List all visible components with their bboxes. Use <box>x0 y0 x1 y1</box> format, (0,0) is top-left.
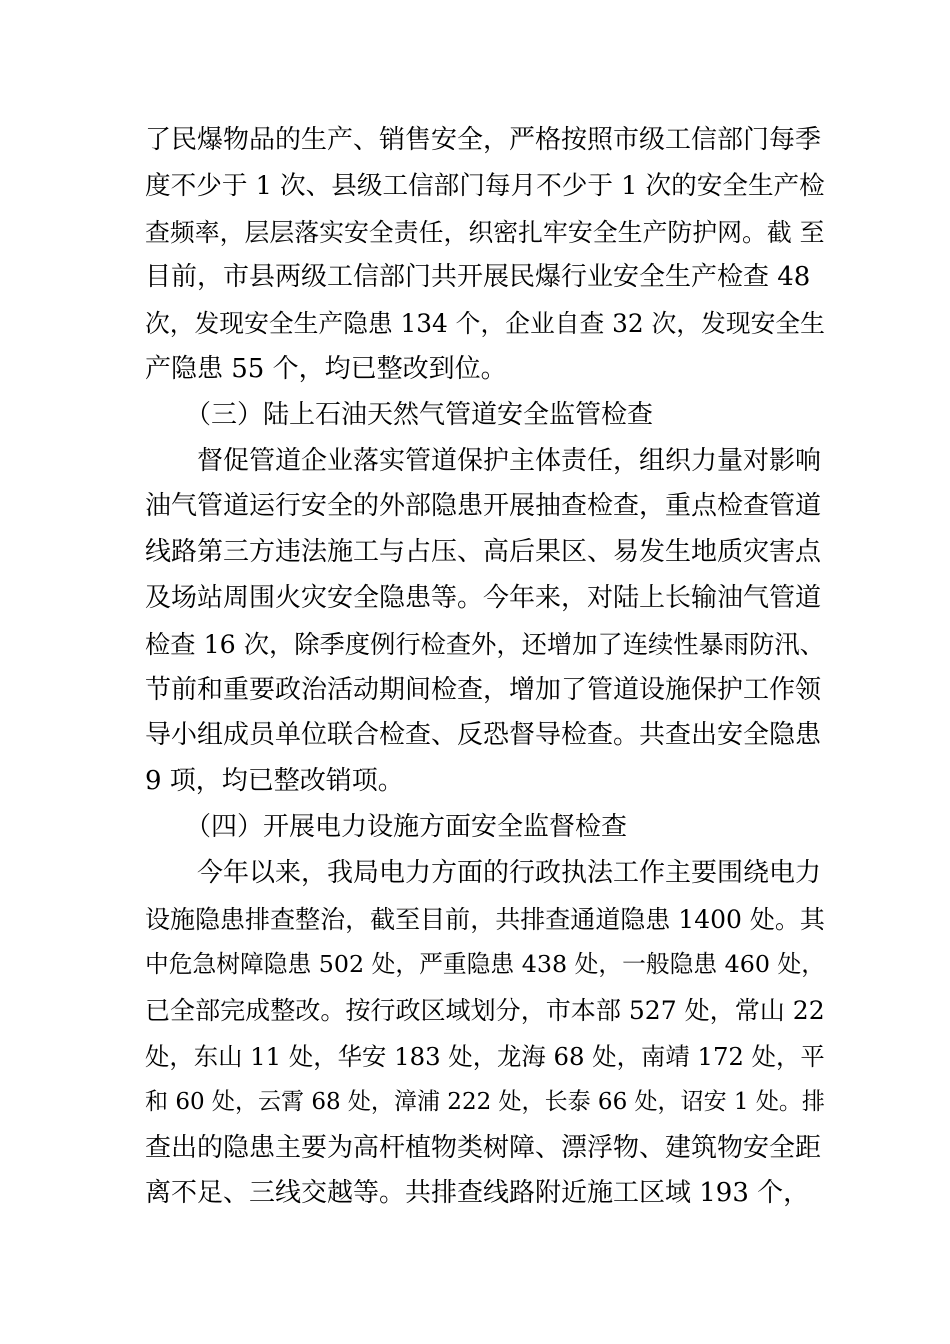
document-page <box>145 118 825 1217</box>
text-line: 节前和重要政治活动期间检查，增加了管道设施保护工作领 <box>145 674 822 705</box>
text-line: 中危急树障隐患 502 处，严重隐患 438 处，一般隐患 460 处， <box>145 950 826 979</box>
section-4 <box>145 805 825 1217</box>
text-line: 产隐患 55 个，均已整改到位。 <box>145 353 507 384</box>
text-line: 度不少于 1 次、县级工信部门每月不少于 1 次的安全生产检 <box>145 170 825 201</box>
text-line: 目前，市县两级工信部门共开展民爆行业安全生产检查 48 <box>145 262 811 293</box>
text-line: 设施隐患排查整治，截至目前，共排查通道隐患 1400 处。其 <box>145 904 825 934</box>
text-line: 督促管道企业落实管道保护主体责任，组织力量对影响 <box>197 445 822 476</box>
text-line: 离不足、三线交越等。共排查线路附近施工区域 193 个， <box>145 1178 810 1209</box>
section-heading: （四）开展电力设施方面安全监督检查 <box>185 811 628 842</box>
text-line: 导小组成员单位联合检查、反恐督导检查。共查出安全隐患 <box>145 720 822 751</box>
text-line: 和 60 处，云霄 68 处，漳浦 222 处，长泰 66 处，诏安 1 处。排 <box>145 1088 825 1115</box>
text-line: 处，东山 11 处，华安 183 处，龙海 68 处，南靖 172 处，平 <box>145 1041 825 1071</box>
text-line: 检查 16 次，除季度例行检查外，还增加了连续性暴雨防汛、 <box>145 629 825 659</box>
text-line: 今年以来，我局电力方面的行政执法工作主要围绕电力 <box>197 857 822 888</box>
text-line: 查出的隐患主要为高杆植物类树障、漂浮物、建筑物安全距 <box>145 1132 822 1163</box>
section-heading: （三）陆上石油天然气管道安全监管检查 <box>185 399 654 430</box>
text-line: 了民爆物品的生产、销售安全，严格按照市级工信部门每季 <box>145 125 822 155</box>
paragraph-1 <box>145 118 825 393</box>
text-line: 次，发现安全生产隐患 134 个，企业自查 32 次，发现安全生 <box>145 309 825 339</box>
text-line: 已全部完成整改。按行政区域划分，市本部 527 处，常山 22 <box>145 996 825 1026</box>
text-line: 及场站周围火灾安全隐患等。今年来，对陆上长输油气管道 <box>145 582 822 613</box>
text-line: 9 项，均已整改销项。 <box>145 766 404 797</box>
section-3 <box>145 393 825 805</box>
text-line: 查频率，层层落实安全责任，织密扎牢安全生产防护网。截 至 <box>145 217 825 247</box>
text-line: 线路第三方违法施工与占压、高后果区、易发生地质灾害点 <box>145 537 822 568</box>
text-line: 油气管道运行安全的外部隐患开展抽查检查，重点检查管道 <box>145 491 822 522</box>
